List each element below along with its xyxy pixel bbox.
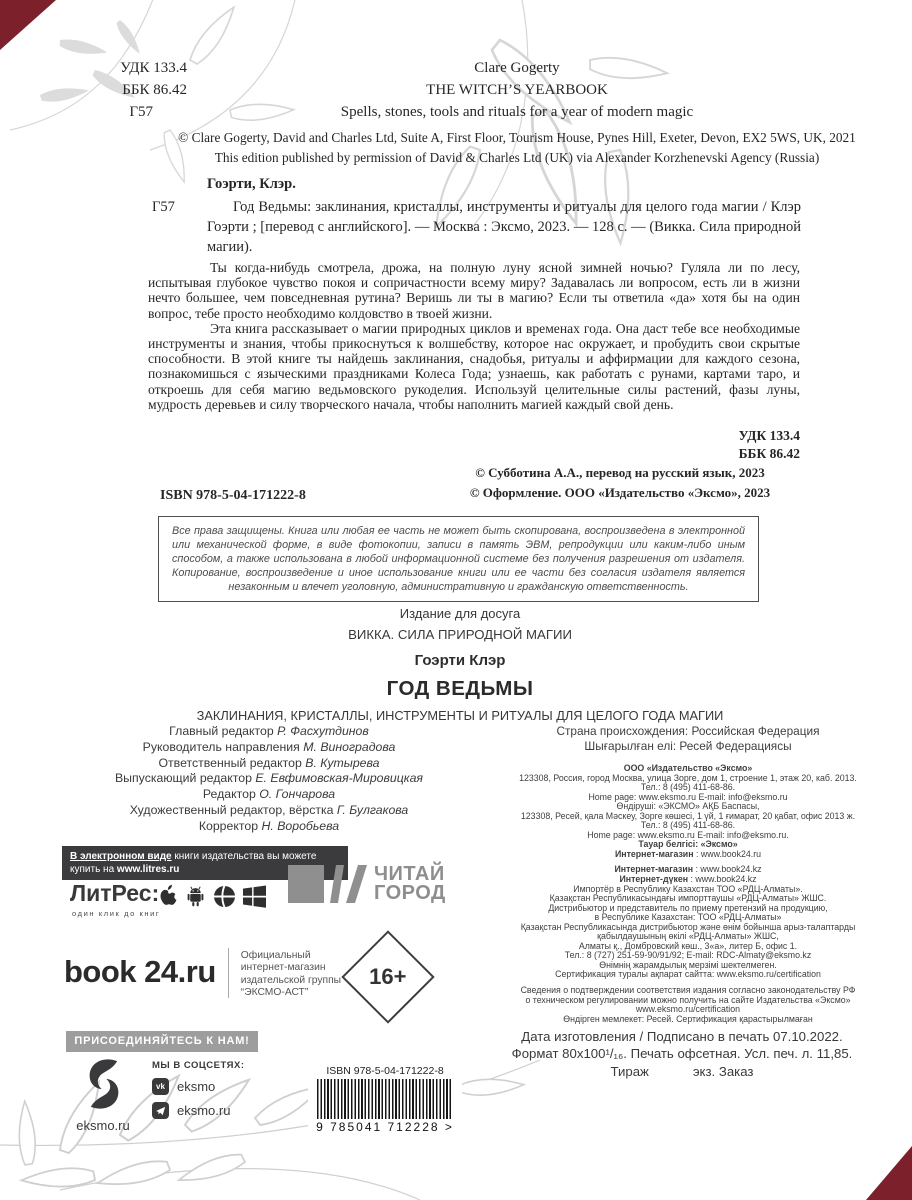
annotation [148, 260, 800, 412]
imprint-line: Интернет-магазин : www.book24.ru [614, 848, 762, 859]
barcode-digits: 9 785041 712228 > [316, 1120, 454, 1134]
imprint-line: Интернет-дүкен : www.book24.kz [619, 874, 757, 885]
litres-promo-box: В электронном виде книги издательства вы можете купить на www.litres.ru [62, 846, 348, 880]
litres-tagline: один клик до книг [72, 909, 161, 918]
corner-accent-bottom-right [866, 1146, 912, 1200]
chitai-gorod-icon [288, 862, 368, 906]
imprint-line: Импортёр в Республику Казахстан ТОО «РДЦ-Алматы». [573, 883, 803, 894]
imprint-line: Тел.: 8 (727) 251-59-90/91/92; E-mail: RDC-Almaty@eksmo.kz [564, 950, 812, 961]
divider [228, 948, 229, 998]
origin-ru: Страна происхождения: Российская Федерация [556, 724, 820, 738]
app-store-icons [158, 884, 266, 908]
android-icon [185, 884, 206, 908]
imprint-line: Сертификация туралы ақпарат сайтта: www.eksmo.ru/certification [555, 969, 821, 980]
edition-subtitle: ЗАКЛИНАНИЯ, КРИСТАЛЛЫ, ИНСТРУМЕНТЫ И РИТУАЛЫ ДЛЯ ЦЕЛОГО ГОДА МАГИИ [196, 708, 724, 723]
telegram-icon [152, 1102, 169, 1119]
eksmo-site-label: eksmo.ru [76, 1118, 130, 1133]
udk-code: УДК 133.4 [120, 60, 187, 76]
social-row-vk: vk eksmo [152, 1078, 245, 1095]
original-title-block [150, 57, 884, 168]
edition-category: Издание для досуга [399, 606, 521, 621]
imprint-line: Дистрибьютор и представитель по приему претензий на продукцию, [548, 902, 828, 913]
age-rating-badge: 16+ [341, 930, 434, 1023]
imprint-line: Өндіруші: «ЭКСМО» АҚБ Баспасы, [616, 801, 760, 812]
imprint-line: Тел.: 8 (495) 411-68-86. [640, 782, 736, 793]
series-title: ВИККА. СИЛА ПРИРОДНОЙ МАГИИ [348, 627, 572, 642]
imprint-line: Өнімнің жарамдылық мерзімі шектелмеген. [599, 959, 777, 970]
book24-logo: book 24.ru [64, 954, 216, 989]
imprint-line: Қазақстан Республикасында дистрибьютор және өнім бойынша арыз-талаптарды [520, 921, 856, 932]
rights-reserved-box: Все права защищены. Книга или любая ее часть не может быть скопирована, воспроизведена в электронной или механической форме, в виде фотокопии, записи в память ЭВМ, репродукции или каким-либо иным способом, а также использована в любой информационной системе без получения разрешения от издателя. Копирование, воспроизведение и иное использование книги или ее части без согласия издателя является незаконным и влечет уголовную, административную и гражданскую ответственность. [158, 516, 759, 602]
country-of-origin [490, 724, 886, 754]
imprint-line: Алматы қ., Домбровский көш., 3«а», литер Б, офис 1. [578, 940, 798, 951]
staff-credits [64, 724, 474, 835]
credit-line: Корректор Н. Воробьева [198, 818, 340, 833]
imprint-line: қабылдаушының өкілі «РДЦ-Алматы» ЖШС, [597, 931, 779, 942]
annotation-para-2: Эта книга рассказывает о магии природных циклов и временах года. Она даст тебе все необходимые инструменты и знания, чтобы прикоснуться к волшебству, которое нас окружает, и пробудить свои скрытые способности. В этой книге ты найдешь заклинания, снадобья, ритуалы и аффирмации для каждого сезона, познакомишься с языческими праздниками Колеса Года; узнаешь, как работать с рунами, картами таро, и откроешь для себя магию ведьмовского рукоделия. Используй целительные силы растений, фазы луны, мудрость деревьев и силу творческого начала, чтобы наполнить магией каждый свой день. [148, 320, 800, 412]
print-format: Формат 80x100¹/₁₆. Печать офсетная. Усл. печ. л. 11,85. [511, 1046, 853, 1062]
imprint-line: Қазақстан Республикасындағы импорттаушы «РДЦ-Алматы» ЖШС. [549, 893, 827, 904]
imprint-line: о техническом регулировании можно получить на сайте Издательства «Эксмо» [525, 994, 851, 1005]
imprint-line: Тел.: 8 (495) 411-68-86. [640, 820, 736, 831]
credit-line: Руководитель направления М. Виноградова [142, 739, 396, 754]
print-run: Тираж экз. Заказ [610, 1063, 754, 1079]
windows-icon [243, 885, 266, 908]
join-us-banner: ПРИСОЕДИНЯЙТЕСЬ К НАМ! [66, 1031, 258, 1052]
origin-kz: Шығарылған елі: Ресей Федерациясы [584, 739, 792, 753]
barcode-isbn: ISBN 978-5-04-171222-8 [326, 1065, 444, 1077]
windows-phone-icon [213, 885, 236, 908]
eksmo-logo [84, 1056, 124, 1112]
isbn-number: ISBN 978-5-04-171222-8 [160, 488, 306, 503]
biblio-author: Гоэрти, Клэр. [207, 176, 296, 192]
copyright-block [430, 463, 810, 502]
publisher-imprint [482, 764, 894, 1024]
social-row-telegram: eksmo.ru [152, 1102, 245, 1119]
edition-author: Гоэрти Клэр [414, 652, 506, 669]
edition-permission: This edition published by permission of David & Charles Ltd (UK) via Alexander Korzhenevski Agency (Russia) [214, 150, 820, 165]
original-author: Clare Gogerty [474, 60, 560, 76]
credit-line: Редактор О. Гончарова [202, 787, 336, 802]
original-copyright: © Clare Gogerty, David and Charles Ltd, Suite A, First Floor, Tourism House, Pynes Hill, Exeter, Devon, EX2 5WS, UK, 2021 [178, 130, 856, 145]
ean13-barcode [317, 1079, 453, 1119]
copyright-design: © Оформление. ООО «Издательство «Эксмо», 2023 [469, 484, 771, 500]
imprint-line: Интернет-магазин : www.book24.kz [614, 864, 762, 875]
credit-line: Главный редактор Р. Фасхутдинов [169, 724, 369, 738]
imprint-line: www.eksmo.ru/certification [635, 1004, 741, 1015]
barcode-block [308, 1064, 462, 1135]
production-data [470, 1028, 894, 1080]
book24-logo-block [64, 948, 341, 1000]
edition-title: ГОД ВЕДЬМЫ [386, 677, 534, 700]
credit-line: Ответственный редактор В. Кутырева [158, 755, 380, 770]
imprint-line: ООО «Издательство «Эксмо» [623, 763, 753, 773]
copyright-translation: © Субботина А.А., перевод на русский язык, 2023 [475, 465, 765, 480]
original-subtitle: Spells, stones, tools and rituals for a year of modern magic [340, 104, 694, 120]
edition-title-block [60, 606, 860, 723]
imprint-line: Тауар белгісі: «Эксмо» [638, 839, 738, 850]
book24-description: Официальный интернет-магазин издательской группы “ЭКСМО-АСТ” [240, 950, 342, 999]
credit-line: Выпускающий редактор Е. Евфимовская-Мировицкая [114, 771, 423, 786]
imprint-line: 123308, Ресей, қала Мәскеу, Зорге көшесі, 1 үй, 1 ғимарат, 20 қабат, офис 2013 ж. [520, 810, 856, 821]
biblio-code: Г57 [152, 199, 175, 215]
imprint-line: Өндірген мемлекет: Ресей. Сертификация қарастырылмаған [563, 1013, 813, 1024]
imprint-line: Home page: www.eksmo.ru E-mail: info@eksmo.ru [588, 791, 788, 802]
litres-logo: ЛитРес: [70, 880, 160, 906]
imprint-line: Home page: www.eksmo.ru E-mail: info@eksmo.ru. [587, 829, 789, 840]
bbk-code: ББК 86.42 [122, 82, 187, 98]
vk-icon: vk [152, 1078, 169, 1095]
apple-icon [158, 884, 178, 908]
credit-line: Художественный редактор, вёрстка Г. Булгакова [129, 802, 409, 817]
print-date: Дата изготовления / Подписано в печать 07.10.2022. [521, 1029, 843, 1044]
chitai-gorod-logo: ЧИТАЙ ГОРОД [288, 862, 446, 906]
biblio-entry: Год Ведьмы: заклинания, кристаллы, инструменты и ритуалы для целого года магии / Клэр Гоэрти ; [перевод с английского]. — Москва : Эксмо, 2023. — 128 с. — (Викка. Сила природной магии). [207, 199, 801, 255]
social-heading: МЫ В СОЦСЕТЯХ: [152, 1060, 245, 1071]
imprint-line: Сведения о подтверждении соответствия издания согласно законодательству РФ [520, 985, 856, 996]
imprint-line: 123308, Россия, город Москва, улица Зорге, дом 1, строение 1, этаж 20, каб. 2013. [519, 772, 857, 783]
annotation-para-1: Ты когда-нибудь смотрела, дрожа, на полную луну ясной зимней ночью? Гуляла ли по лесу, испытывая глубокое чувство покоя и сопричастности всему миру? Задавалась ли вопросом, есть ли в жизни нечто большее, чем повседневная рутина? Веришь ли ты в магию? Если ты ответила «да» хотя бы на один вопрос, тебе просто необходимо колдовство в твоей жизни. [148, 260, 800, 321]
author-sign: Г57 [129, 104, 153, 120]
original-title: THE WITCH’S YEARBOOK [426, 82, 608, 98]
classification-codes-right: УДК 133.4 ББК 86.42 [738, 428, 800, 461]
imprint-line: в Республике Казахстан: ТОО «РДЦ-Алматы» [594, 912, 782, 923]
social-links [152, 1060, 245, 1119]
